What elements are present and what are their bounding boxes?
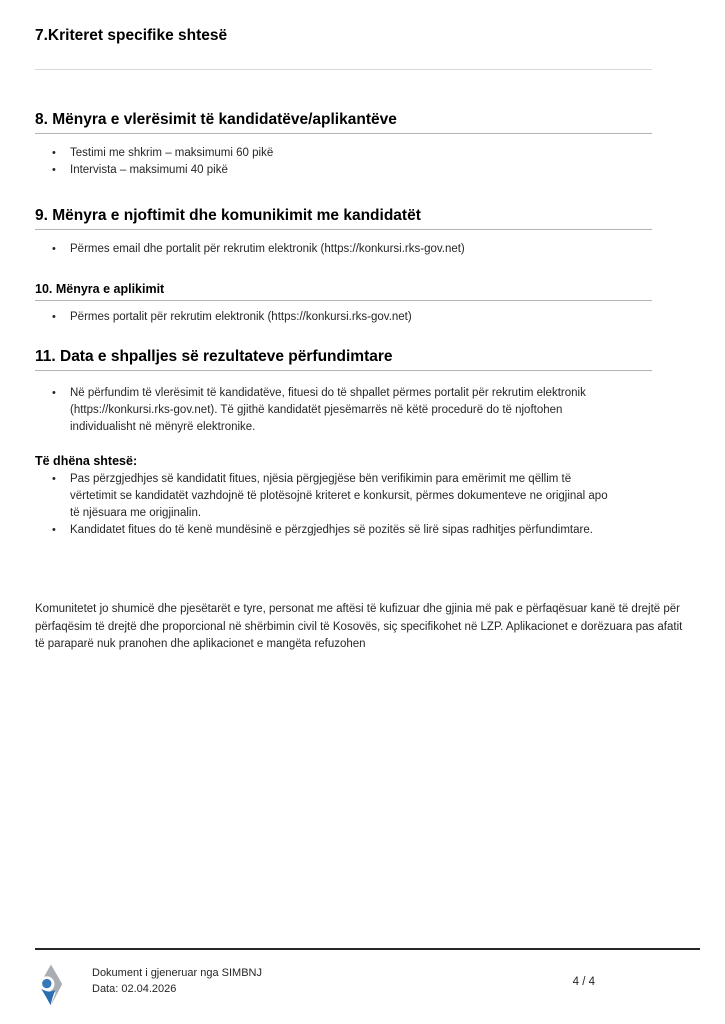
extra-data-heading: Të dhëna shtesë: (35, 454, 138, 468)
list-item: • Përmes portalit për rekrutim elektronik (https://konkursi.rks-gov.net) (35, 309, 613, 326)
section-8-heading: 8. Mënyra e vlerësimit të kandidatëve/aplikantëve (35, 111, 652, 134)
generated-date-label: Data: 02.04.2026 (92, 983, 177, 995)
list-item: • Pas përzgjedhjes së kandidatit fitues, njësia përgjegjëse bën verifikimin para emërimit me qëllim të vërtetimit se kandidatët vazhdojnë të plotësojnë kriteret e konkursit, përmes dokumenteve ne origjinal apo të njësuara me origjinalin. (35, 471, 613, 522)
section-9-bullet-list (35, 241, 613, 258)
section-7-heading: 7.Kriteret specifike shtesë (35, 27, 228, 44)
section-11-heading: 11. Data e shpalljes së rezultateve përfundimtare (35, 348, 652, 371)
page-number: 4 / 4 (572, 976, 595, 988)
section-8-bullet-list (35, 145, 613, 179)
footer-content (35, 950, 700, 1007)
simbnj-logo-icon (37, 963, 65, 1007)
section-9-heading: 9. Mënyra e njoftimit dhe komunikimit me kandidatët (35, 207, 652, 230)
section-11-bullet-list (35, 385, 613, 436)
section-10-heading: 10. Mënyra e aplikimit (35, 282, 652, 301)
list-item: • Testimi me shkrim – maksimumi 60 pikë (35, 145, 613, 162)
list-item: • Në përfundim të vlerësimit të kandidatëve, fituesi do të shpallet përmes portalit për rekrutim elektronik (https://konkursi.rks-gov.net). Të gjithë kandidatët pjesëmarrës në këtë procedurë do të njoftohen individualisht në mënyrë elektronike. (35, 385, 613, 436)
document-content (35, 0, 695, 654)
extra-data-bullet-list (35, 471, 613, 539)
closing-paragraph: Komunitetet jo shumicë dhe pjesëtarët e tyre, personat me aftësi të kufizuar dhe gjinia më pak e përfaqësuar kanë të drejtë për përfaqësim të drejtë dhe proporcional në shërbimin civil të Kosovës, siç specifikohet në LZP. Aplikacionet e dorëzuara pas afatit të paraparë nuk pranohen dhe aplikacionet e mangëta refuzohen (35, 603, 683, 650)
list-item: • Kandidatet fitues do të kenë mundësinë e përzgjedhjes së pozitës së lirë sipas radhitjes përfundimtare. (35, 522, 613, 539)
list-item: • Intervista – maksimumi 40 pikë (35, 162, 613, 179)
page-footer (35, 948, 700, 1007)
generated-by-label: Dokument i gjeneruar nga SIMBNJ (92, 967, 262, 979)
list-item: • Përmes email dhe portalit për rekrutim elektronik (https://konkursi.rks-gov.net) (35, 241, 613, 258)
section-7-divider (35, 69, 652, 70)
footer-text-block (92, 963, 262, 997)
section-10-bullet-list (35, 309, 613, 326)
